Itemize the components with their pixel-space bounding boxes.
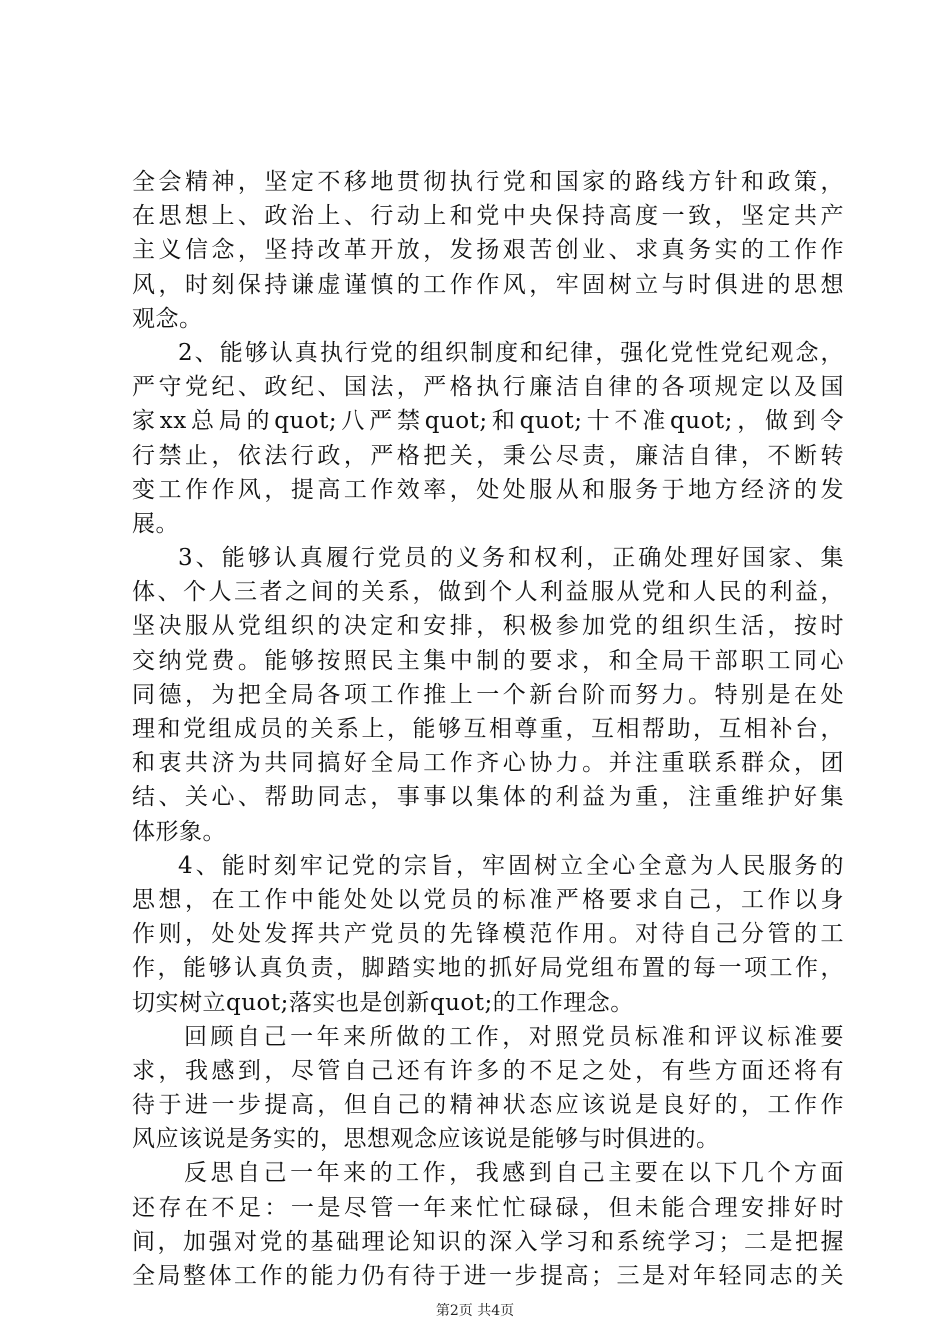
text-line: 坚决服从党组织的决定和安排，积极参加党的组织生活，按时 [132,613,844,640]
text-line: 思想，在工作中能处处以党员的标准严格要求自己，工作以身 [132,886,844,913]
text-line: 体、个人三者之间的关系，做到个人利益服从党和人民的利益， [132,579,844,606]
text-line: 严守党纪、政纪、国法，严格执行廉洁自律的各项规定以及国 [132,374,844,401]
text-line: 4、能时刻牢记党的宗旨，牢固树立全心全意为人民服务的 [178,852,844,879]
text-line: 家xx总局的quot;八严禁quot;和quot;十不准quot;，做到令 [132,408,844,435]
text-line: 风应该说是务实的，思想观念应该说是能够与时俱进的。 [132,1126,720,1153]
text-line: 体形象。 [132,818,226,845]
text-line: 理和党组成员的关系上，能够互相尊重，互相帮助，互相补台， [132,716,844,742]
text-line: 同德，为把全局各项工作推上一个新台阶而努力。特别是在处 [132,681,844,708]
text-line: 还存在不足：一是尽管一年来忙忙碌碌，但未能合理安排好时 [132,1194,844,1221]
text-line: 结、关心、帮助同志，事事以集体的利益为重，注重维护好集 [132,784,844,811]
text-line: 3、能够认真履行党员的义务和权利，正确处理好国家、集 [178,545,844,572]
text-line: 作则，处处发挥共产党员的先锋模范作用。对待自己分管的工 [132,921,844,948]
text-line: 反思自己一年来的工作，我感到自己主要在以下几个方面 [184,1160,844,1187]
text-line: 主义信念，坚持改革开放，发扬艰苦创业、求真务实的工作作 [132,237,844,264]
text-line: 展。 [132,510,179,537]
text-line: 全局整体工作的能力仍有待于进一步提高；三是对年轻同志的关 [132,1263,844,1289]
text-line: 待于进一步提高，但自己的精神状态应该说是良好的，工作作 [132,1092,844,1119]
text-line: 作，能够认真负责，脚踏实地的抓好局党组布置的每一项工作， [132,955,844,982]
text-line: 切实树立quot;落实也是创新quot;的工作理念。 [132,989,634,1016]
page-footer: 第2页 共4页 [435,1303,515,1319]
text-line: 和衷共济为共同搞好全局工作齐心协力。并注重联系群众，团 [132,750,844,777]
text-line: 在思想上、政治上、行动上和党中央保持高度一致，坚定共产 [132,203,844,230]
text-line: 求，我感到，尽管自己还有许多的不足之处，有些方面还将有 [132,1057,844,1084]
text-line: 变工作作风，提高工作效率，处处服从和服务于地方经济的发 [132,476,844,503]
text-line: 行禁止，依法行政，严格把关，秉公尽责，廉洁自律，不断转 [132,442,844,469]
text-line: 2、能够认真执行党的组织制度和纪律，强化党性党纪观念， [178,339,844,366]
text-line: 风，时刻保持谦虚谨慎的工作作风，牢固树立与时俱进的思想 [132,271,844,298]
text-line: 交纳党费。能够按照民主集中制的要求，和全局干部职工同心 [132,647,844,674]
text-line: 回顾自己一年来所做的工作，对照党员标准和评议标准要 [184,1023,844,1050]
text-line: 间，加强对党的基础理论知识的深入学习和系统学习；二是把握 [132,1228,844,1255]
document-body [132,165,844,1293]
text-line: 全会精神，坚定不移地贯彻执行党和国家的路线方针和政策， [132,169,844,195]
text-line: 观念。 [132,305,203,332]
